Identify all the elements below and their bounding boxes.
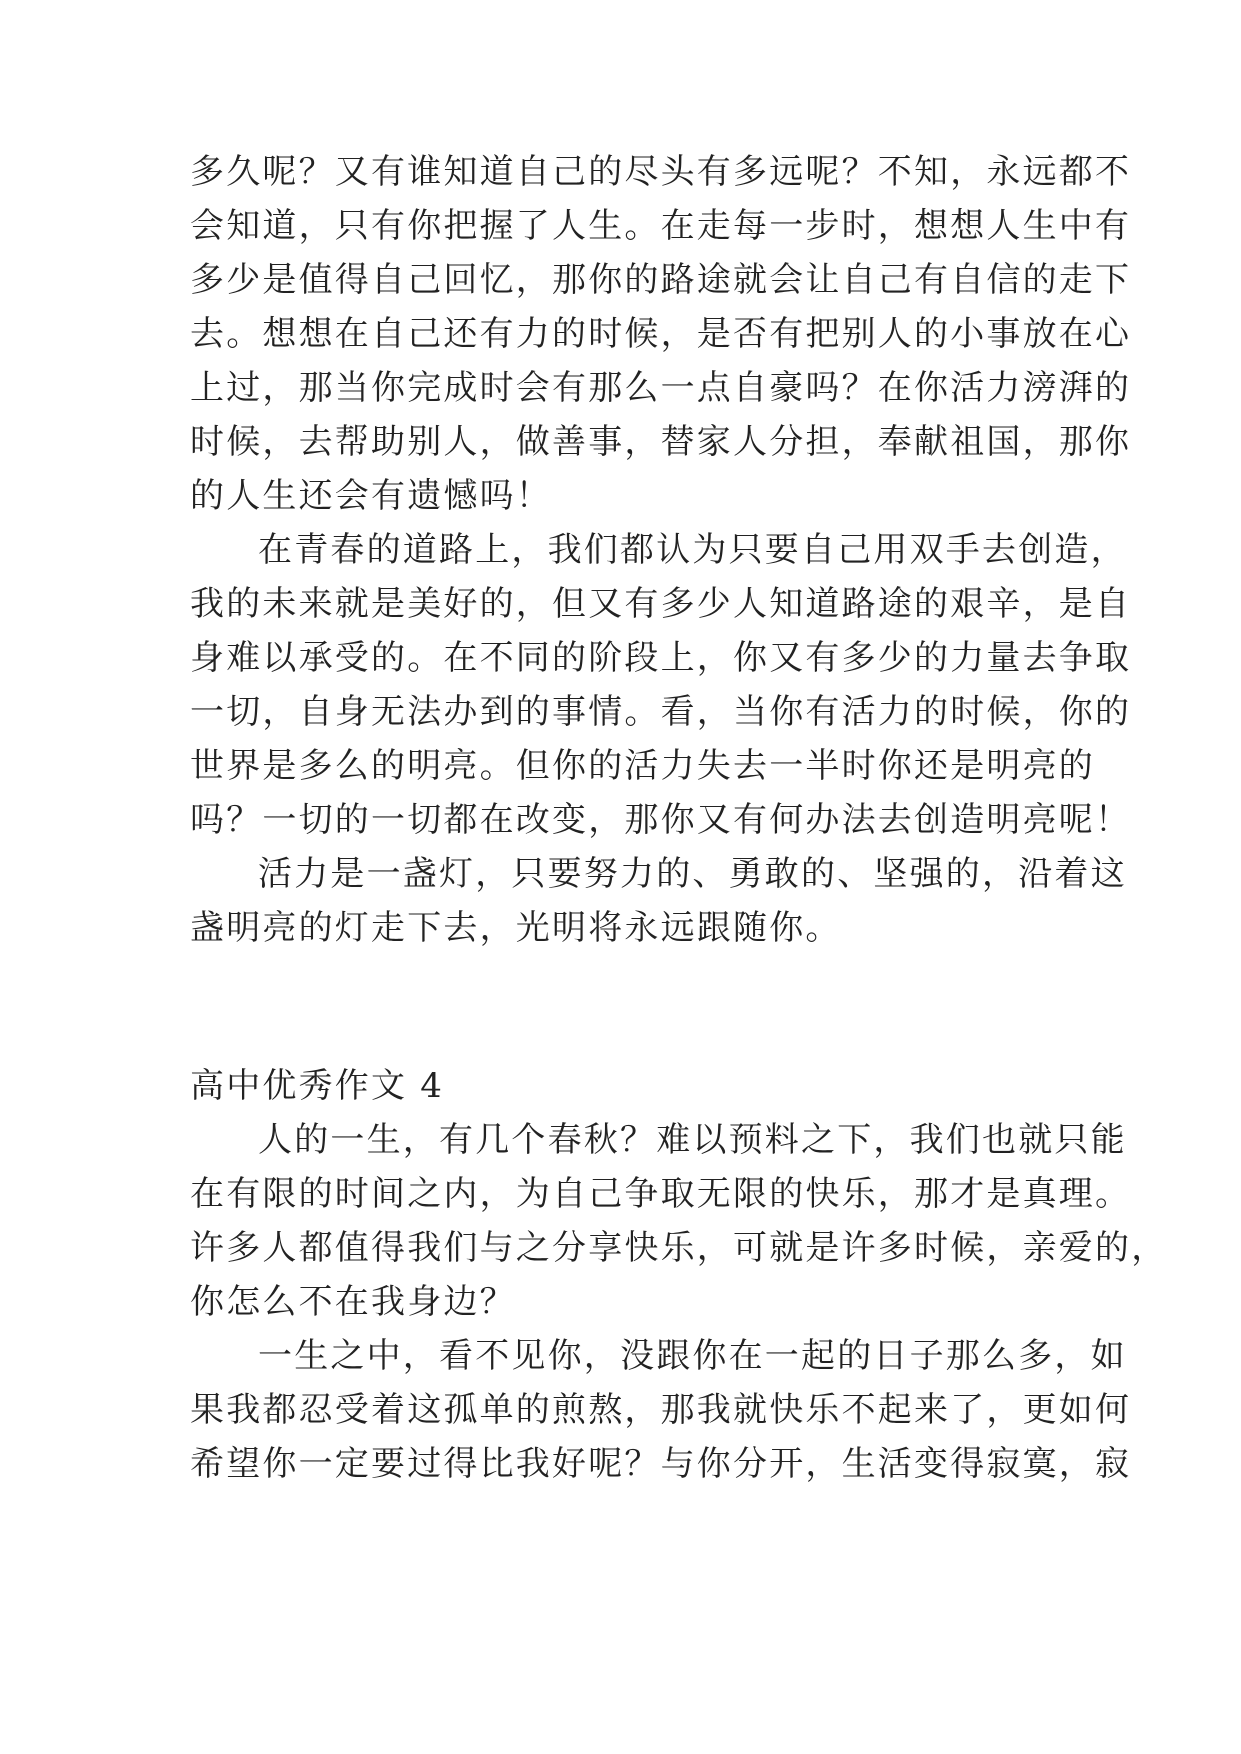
- text-line: 你怎么不在我身边？: [190, 1282, 516, 1322]
- text-line: 吗？一切的一切都在改变，那你又有何办法去创造明亮呢！: [190, 800, 1132, 840]
- text-line: 多少是值得自己回忆，那你的路途就会让自己有自信的走下: [190, 260, 1132, 300]
- paragraph-first-line: 人的一生，有几个春秋？难以预料之下，我们也就只能: [258, 1120, 1127, 1160]
- text-line: 多久呢？又有谁知道自己的尽头有多远呢？不知，永远都不: [190, 152, 1132, 192]
- text-line: 我的未来就是美好的，但又有多少人知道路途的艰辛，是自: [190, 584, 1132, 624]
- paragraph-first-line: 在青春的道路上，我们都认为只要自己用双手去创造，: [258, 530, 1127, 570]
- text-line: 时候，去帮助别人，做善事，替家人分担，奉献祖国，那你: [190, 422, 1132, 462]
- text-line: 世界是多么的明亮。但你的活力失去一半时你还是明亮的: [190, 746, 1095, 786]
- paragraph-first-line: 一生之中，看不见你，没跟你在一起的日子那么多，如: [258, 1336, 1127, 1376]
- text-line: 希望你一定要过得比我好呢？与你分开，生活变得寂寞，寂: [190, 1444, 1132, 1484]
- text-line: 盏明亮的灯走下去，光明将永远跟随你。: [190, 908, 842, 948]
- text-line: 在有限的时间之内，为自己争取无限的快乐，那才是真理。: [190, 1174, 1132, 1214]
- text-line: 的人生还会有遗憾吗！: [190, 476, 552, 516]
- text-line: 上过，那当你完成时会有那么一点自豪吗？在你活力滂湃的: [190, 368, 1132, 408]
- text-line: 一切，自身无法办到的事情。看，当你有活力的时候，你的: [190, 692, 1132, 732]
- text-line: 身难以承受的。在不同的阶段上，你又有多少的力量去争取: [190, 638, 1132, 678]
- paragraph-first-line: 活力是一盏灯，只要努力的、勇敢的、坚强的，沿着这: [258, 854, 1127, 894]
- text-line: 果我都忍受着这孤单的煎熬，那我就快乐不起来了，更如何: [190, 1390, 1132, 1430]
- text-line: 许多人都值得我们与之分享快乐，可就是许多时候，亲爱的，: [190, 1228, 1168, 1268]
- text-line: 去。想想在自己还有力的时候，是否有把别人的小事放在心: [190, 314, 1132, 354]
- section-heading: 高中优秀作文 4: [190, 1066, 445, 1106]
- text-line: 会知道，只有你把握了人生。在走每一步时，想想人生中有: [190, 206, 1132, 246]
